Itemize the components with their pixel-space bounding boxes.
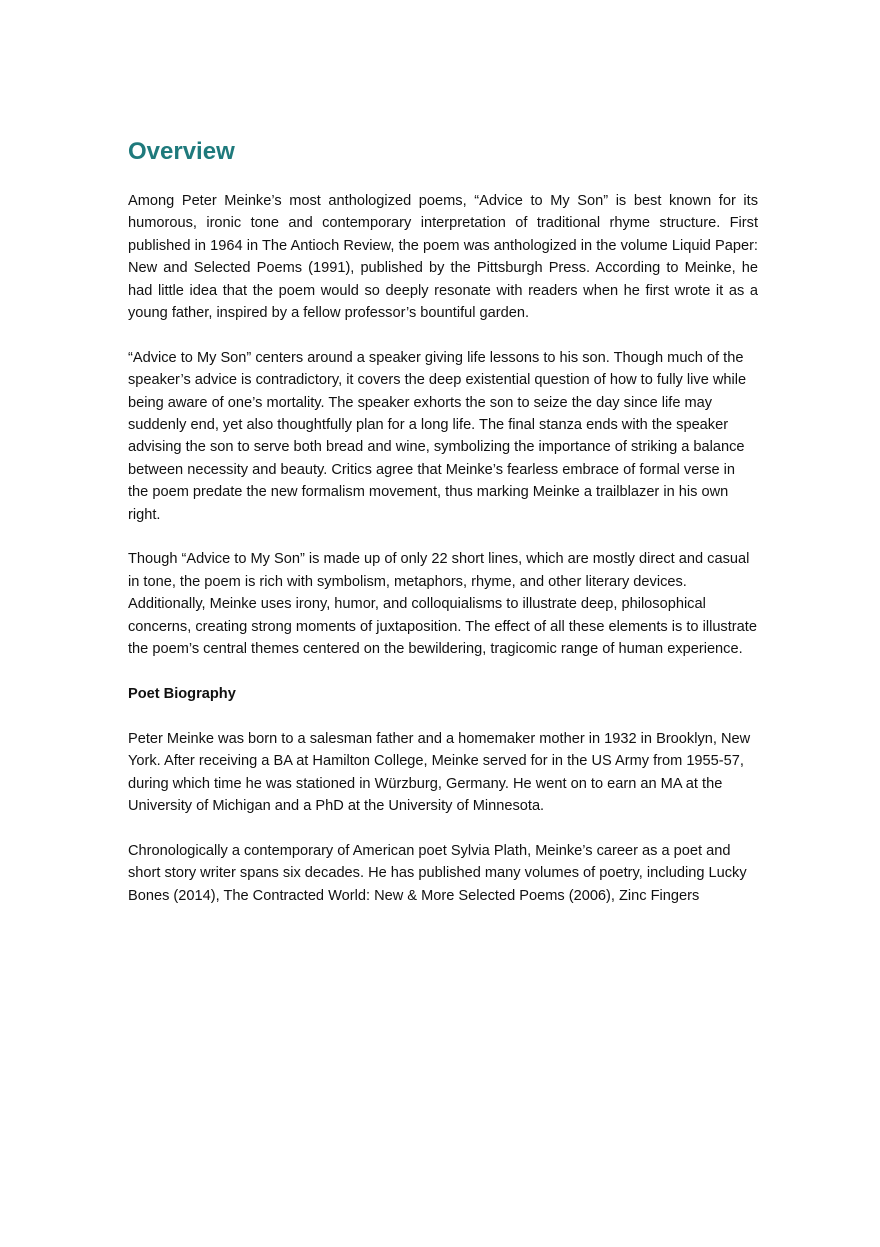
paragraph: “Advice to My Son” centers around a speaker giving life lessons to his son. Though much of the speaker’s advice is contradictory, it covers the deep existential question of how to fully live while being aware of one’s mortality. The speaker exhorts the son to seize the day since life may suddenly end, yet also thoughtfully plan for a long life. The final stanza ends with the speaker advising the son to serve both bread and wine, symbolizing the importance of striking a balance between necessity and beauty. Critics agree that Meinke’s fearless embrace of formal verse in the poem predate the new formalism movement, thus marking Meinke a trailblazer in his own right. [128,349,747,523]
paragraph: Though “Advice to My Son” is made up of only 22 short lines, which are mostly direct and casual in tone, the poem is rich with symbolism, metaphors, rhyme, and other literary devices. Additionally, Meinke uses irony, humor, and colloquialisms to illustrate deep, philosophical concerns, creating strong moments of juxtaposition. The effect of all these elements is to illustrate the poem’s central themes centered on the bewildering, tragicomic range of human experience. [128,551,757,658]
paragraph: Peter Meinke was born to a salesman father and a homemaker mother in 1932 in Brooklyn, New York. After receiving a BA at Hamilton College, Meinke served for in the US Army from 1955-57, during which time he was stationed in Würzburg, Germany. He went on to earn an MA at the University of Michigan and a PhD at the University of Minnesota. [128,730,751,814]
paragraph: Chronologically a contemporary of American poet Sylvia Plath, Meinke’s career as a poet and short story writer spans six decades. He has published many volumes of poetry, including Lucky Bones (2014), The Contracted World: New & More Selected Poems (2006), Zinc Fingers [128,842,747,904]
section-subheading-biography: Poet Biography [128,685,236,702]
document-body [128,136,758,929]
paragraph: Among Peter Meinke’s most anthologized poems, “Advice to My Son” is best known for its humorous, ironic tone and contemporary interpretation of traditional rhyme structure. First published in 1964 in The Antioch Review, the poem was anthologized in the volume Liquid Paper: New and Selected Poems (1991), published by the Pittsburgh Press. According to Meinke, he had little idea that the poem would so deeply resonate with readers when he first wrote it as a young father, inspired by a fellow professor’s bountiful garden. [128,193,758,322]
section-heading-overview: Overview [128,138,235,165]
